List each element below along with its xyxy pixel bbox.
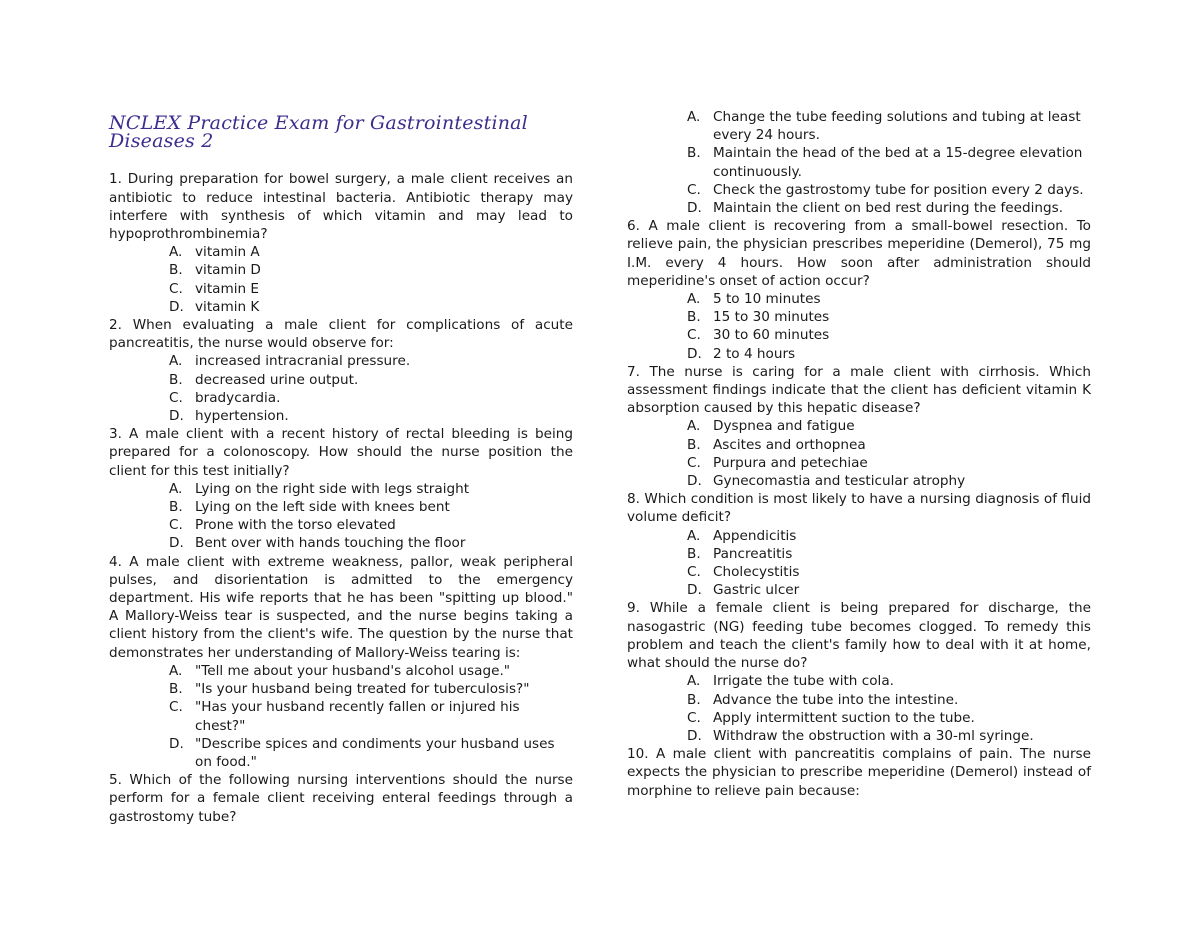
option-text: Gastric ulcer	[713, 582, 800, 599]
answer-option	[627, 417, 1091, 435]
option-letter: D.	[169, 735, 184, 752]
question-stem: 2. When evaluating a male client for complications of acute pancreatitis, the nurse would observe for:	[109, 317, 573, 352]
answer-option	[109, 261, 573, 279]
option-letter: D.	[687, 345, 702, 362]
option-letter: D.	[169, 298, 184, 315]
answer-option	[627, 472, 1091, 490]
option-letter: B.	[687, 145, 701, 162]
question-block	[109, 771, 573, 826]
answer-option	[109, 243, 573, 261]
option-text: Ascites and orthopnea	[713, 436, 866, 453]
answer-option	[627, 181, 1091, 199]
answer-option	[109, 498, 573, 516]
question-block	[627, 745, 1091, 800]
answer-option	[627, 709, 1091, 727]
answer-option	[627, 672, 1091, 690]
answer-option	[627, 563, 1091, 581]
option-letter: C.	[169, 389, 183, 406]
question-stem: 4. A male client with extreme weakness, pallor, weak peripheral pulses, and disorientation is admitted to the emergency department. His wife reports that he has been "spitting up blood." A Mallory-Weiss tear is suspected, and the nurse begins taking a client history from the client's wife. The question by the nurse that demonstrates her understanding of Mallory-Weiss tearing is:	[109, 553, 573, 661]
answer-option	[627, 436, 1091, 454]
answer-option	[109, 516, 573, 534]
left-question-list	[109, 170, 573, 825]
answer-option	[627, 545, 1091, 563]
option-text: Gynecomastia and testicular atrophy	[713, 473, 966, 490]
option-text: Purpura and petechiae	[713, 454, 868, 471]
option-text: vitamin E	[195, 280, 260, 297]
answer-option	[627, 454, 1091, 472]
answer-option	[627, 345, 1091, 363]
question-block	[627, 363, 1091, 490]
option-text: Maintain the head of the bed at a 15-degree elevation continuously.	[713, 145, 1083, 180]
answer-option	[627, 199, 1091, 217]
option-text: Apply intermittent suction to the tube.	[713, 709, 975, 726]
option-letter: B.	[169, 499, 183, 516]
option-text: "Describe spices and condiments your husband uses on food."	[195, 735, 555, 770]
right-column	[627, 108, 1091, 800]
question-block	[627, 599, 1091, 745]
answer-option	[627, 290, 1091, 308]
option-letter: A.	[169, 662, 183, 679]
answer-option	[627, 144, 1091, 180]
answer-option	[109, 407, 573, 425]
option-letter: C.	[169, 280, 183, 297]
option-letter: D.	[169, 535, 184, 552]
answer-option	[109, 680, 573, 698]
option-text: Check the gastrostomy tube for position every 2 days.	[713, 181, 1084, 198]
question-block	[109, 170, 573, 316]
option-text: Dyspnea and fatigue	[713, 418, 855, 435]
option-letter: B.	[687, 436, 701, 453]
option-list	[627, 672, 1091, 745]
answer-option	[627, 691, 1091, 709]
option-letter: A.	[687, 673, 701, 690]
option-text: 15 to 30 minutes	[713, 309, 830, 326]
answer-option	[109, 662, 573, 680]
option-text: Irrigate the tube with cola.	[713, 673, 894, 690]
answer-option	[627, 108, 1091, 144]
option-text: "Tell me about your husband's alcohol usage."	[195, 662, 511, 679]
option-letter: A.	[687, 527, 701, 544]
option-text: 2 to 4 hours	[713, 345, 796, 362]
option-letter: C.	[169, 517, 183, 534]
option-text: 30 to 60 minutes	[713, 327, 830, 344]
option-text: Maintain the client on bed rest during the feedings.	[713, 200, 1064, 217]
answer-option	[627, 308, 1091, 326]
answer-option	[109, 698, 573, 734]
option-letter: B.	[169, 371, 183, 388]
option-letter: D.	[169, 408, 184, 425]
option-list	[109, 352, 573, 425]
option-letter: A.	[687, 109, 701, 125]
option-list	[627, 290, 1091, 363]
option-letter: C.	[687, 709, 701, 726]
option-text: Change the tube feeding solutions and tubing at least every 24 hours.	[713, 109, 1081, 144]
question-block	[109, 553, 573, 771]
question-block	[627, 217, 1091, 363]
answer-option	[627, 727, 1091, 745]
option-list	[627, 527, 1091, 600]
option-letter: A.	[687, 418, 701, 435]
option-list	[109, 480, 573, 553]
page-title: NCLEX Practice Exam for Gastrointestinal Diseases 2	[109, 112, 528, 153]
question-stem: 5. Which of the following nursing interventions should the nurse perform for a female client receiving enteral feedings through a gastrostomy tube?	[109, 772, 573, 825]
question-stem: 6. A male client is recovering from a small-bowel resection. To relieve pain, the physician prescribes meperidine (Demerol), 75 mg I.M. every 4 hours. How soon after administration should meperidine's onset of action occur?	[627, 218, 1091, 289]
option-letter: A.	[169, 244, 183, 261]
option-letter: A.	[687, 291, 701, 308]
option-letter: D.	[687, 473, 702, 490]
option-text: decreased urine output.	[195, 371, 359, 388]
option-letter: B.	[169, 681, 183, 698]
question-block	[109, 316, 573, 425]
option-text: Withdraw the obstruction with a 30-ml syringe.	[713, 727, 1034, 744]
right-question-list	[627, 217, 1091, 800]
option-text: vitamin A	[195, 244, 260, 261]
option-letter: C.	[169, 699, 183, 716]
answer-option	[627, 581, 1091, 599]
answer-option	[109, 534, 573, 552]
option-letter: D.	[687, 727, 702, 744]
option-list	[109, 662, 573, 771]
option-letter: B.	[687, 691, 701, 708]
answer-option	[109, 480, 573, 498]
option-text: hypertension.	[195, 408, 289, 425]
option-text: Appendicitis	[713, 527, 797, 544]
question-block	[627, 490, 1091, 599]
option-letter: B.	[169, 262, 183, 279]
answer-option	[109, 280, 573, 298]
answer-option	[627, 527, 1091, 545]
question-stem: 3. A male client with a recent history of rectal bleeding is being prepared for a colonoscopy. How should the nurse position the client for this test initially?	[109, 426, 573, 479]
option-text: Lying on the left side with knees bent	[195, 499, 450, 516]
question-stem: 7. The nurse is caring for a male client with cirrhosis. Which assessment findings indicate that the client has deficient vitamin K absorption caused by this hepatic disease?	[627, 363, 1091, 417]
answer-option	[109, 735, 573, 771]
option-text: Advance the tube into the intestine.	[713, 691, 959, 708]
option-text: Prone with the torso elevated	[195, 517, 396, 534]
answer-option	[109, 389, 573, 407]
question-stem: 10. A male client with pancreatitis complains of pain. The nurse expects the physician to prescribe meperidine (Demerol) instead of morphine to relieve pain because:	[627, 746, 1091, 799]
answer-option	[109, 371, 573, 389]
option-letter: D.	[687, 582, 702, 599]
option-letter: C.	[687, 181, 701, 198]
option-letter: B.	[687, 309, 701, 326]
option-text: vitamin K	[195, 298, 260, 315]
option-list	[627, 417, 1091, 490]
option-list	[109, 243, 573, 316]
question-block	[109, 425, 573, 552]
option-text: Bent over with hands touching the floor	[195, 535, 466, 552]
answer-option	[109, 352, 573, 370]
option-letter: A.	[169, 480, 183, 497]
answer-option	[627, 326, 1091, 344]
question-stem: 9. While a female client is being prepared for discharge, the nasogastric (NG) feeding tube becomes clogged. To remedy this problem and teach the client's family how to deal with it at home, what should the nurse do?	[627, 600, 1091, 672]
option-text: "Is your husband being treated for tuberculosis?"	[195, 681, 530, 698]
option-letter: C.	[687, 564, 701, 581]
answer-option	[109, 298, 573, 316]
option-text: Cholecystitis	[713, 564, 800, 581]
question-5-options	[627, 108, 1091, 217]
option-text: bradycardia.	[195, 389, 281, 406]
option-letter: C.	[687, 327, 701, 344]
option-letter: C.	[687, 454, 701, 471]
question-stem: 8. Which condition is most likely to have a nursing diagnosis of fluid volume deficit?	[627, 491, 1091, 526]
option-letter: A.	[169, 353, 183, 370]
option-text: "Has your husband recently fallen or injured his chest?"	[195, 699, 520, 734]
option-text: 5 to 10 minutes	[713, 291, 821, 308]
option-letter: D.	[687, 200, 702, 217]
question-stem: 1. During preparation for bowel surgery, a male client receives an antibiotic to reduce intestinal bacteria. Antibiotic therapy may interfere with synthesis of which vitamin and may lead to hypoprothrombinemia?	[109, 171, 573, 243]
option-letter: B.	[687, 545, 701, 562]
left-column	[109, 108, 573, 826]
option-text: increased intracranial pressure.	[195, 353, 411, 370]
option-text: vitamin D	[195, 262, 261, 279]
option-text: Lying on the right side with legs straight	[195, 480, 470, 497]
option-text: Pancreatitis	[713, 545, 793, 562]
